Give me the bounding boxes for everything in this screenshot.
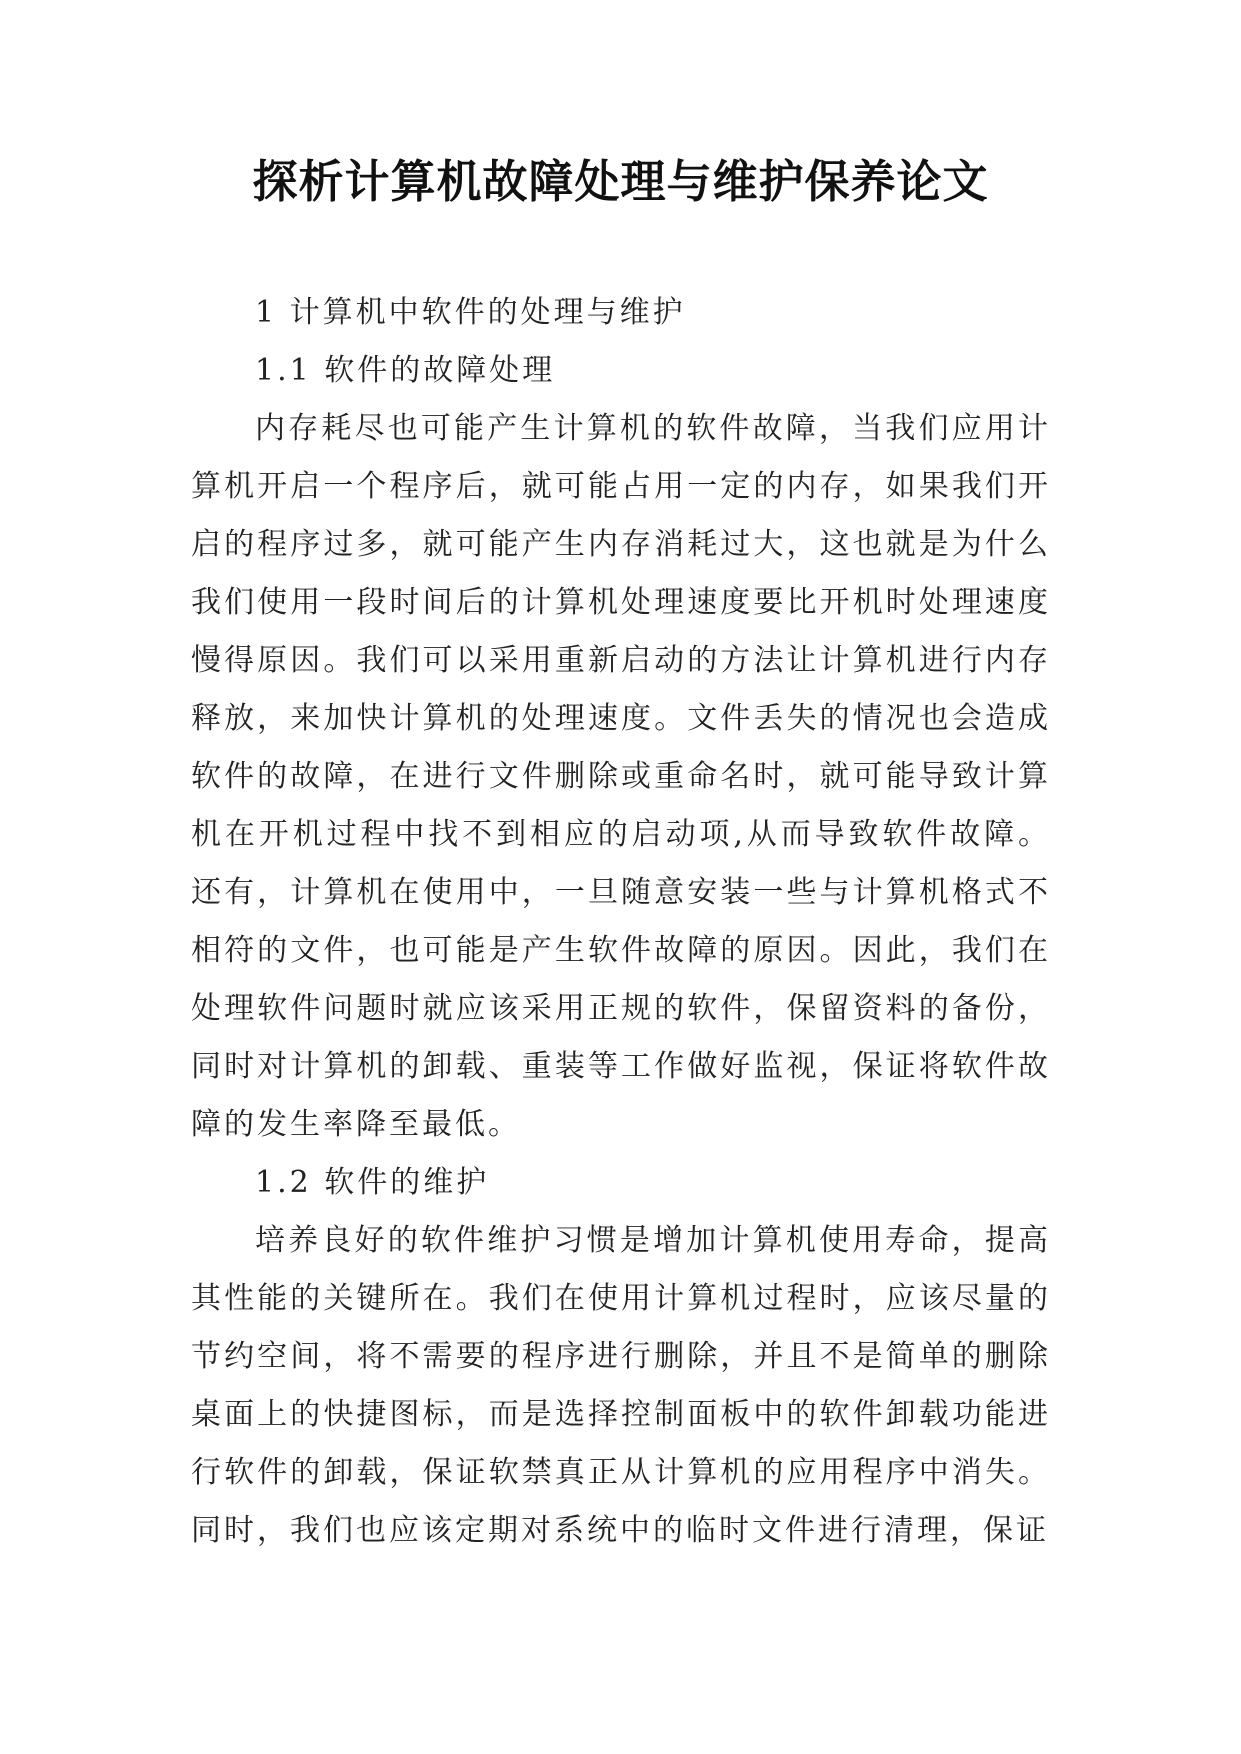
paragraph-software-fault-handling: 内存耗尽也可能产生计算机的软件故障，当我们应用计算机开启一个程序后，就可能占用一定的内存，如果我们开启的程序过多，就可能产生内存消耗过大，这也就是为什么我们使用一段时间后的计算机处理速度要比开机时处理速度慢得原因。我们可以采用重新启动的方法让计算机进行内存释放，来加快计算机的处理速度。文件丢失的情况也会造成软件的故障，在进行文件删除或重命名时，就可能导致计算机在开机过程中找不到相应的启动项,从而导致软件故障。还有，计算机在使用中，一旦随意安装一些与计算机格式不相符的文件，也可能是产生软件故障的原因。因此，我们在处理软件问题时就应该采用正规的软件，保留资料的备份，同时对计算机的卸载、重装等工作做好监视，保证将软件故障的发生率降至最低。 bbox=[191, 411, 1051, 1142]
subsection-heading-1-1: 1.1 软件的故障处理 bbox=[255, 353, 556, 388]
document-body bbox=[191, 284, 1051, 1560]
subsection-heading-1-2: 1.2 软件的维护 bbox=[255, 1165, 490, 1200]
document-title: 探析计算机故障处理与维护保养论文 bbox=[252, 155, 989, 208]
paragraph-software-maintenance: 培养良好的软件维护习惯是增加计算机使用寿命，提高其性能的关键所在。我们在使用计算机过程时，应该尽量的节约空间，将不需要的程序进行删除，并且不是简单的删除桌面上的快捷图标，而是选择控制面板中的软件卸载功能进行软件的卸载，保证软禁真正从计算机的应用程序中消失。同时，我们也应该定期对系统中的临时文件进行清理，保证 bbox=[191, 1223, 1051, 1548]
section-heading-1: 1 计算机中软件的处理与维护 bbox=[255, 295, 686, 330]
